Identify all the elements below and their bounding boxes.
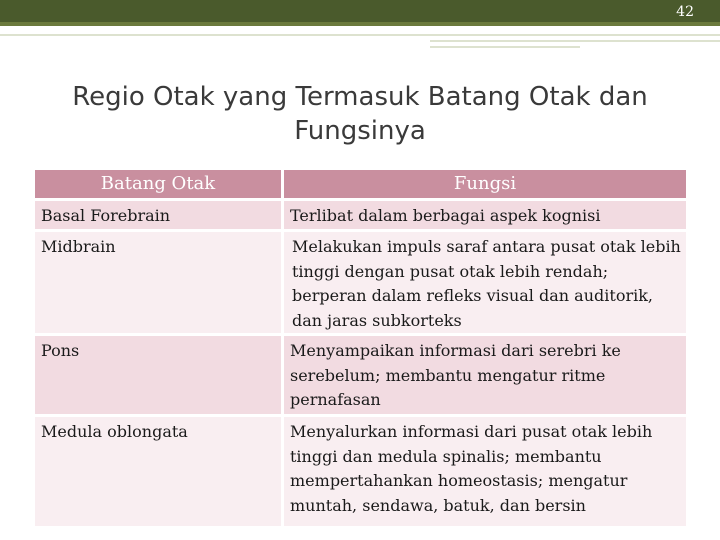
decorative-line <box>430 40 720 42</box>
table-cell-region: Medula oblongata <box>35 417 281 526</box>
header-batang-otak: Batang Otak <box>35 170 281 198</box>
table-cell-function: Terlibat dalam berbagai aspek kognisi <box>284 201 686 229</box>
top-bar-edge <box>0 22 720 26</box>
table-cell-function: Menyalurkan informasi dari pusat otak lebih tinggi dan medula spinalis; membantu mempertahankan homeostasis; mengatur muntah, sendawa, batuk, dan bersin <box>284 417 686 526</box>
decorative-line <box>430 46 580 48</box>
header-fungsi: Fungsi <box>284 170 686 198</box>
table-cell-region: Basal Forebrain <box>35 201 281 229</box>
table-cell-function: Melakukan impuls saraf antara pusat otak lebih tinggi dengan pusat otak lebih rendah; berperan dalam refleks visual dan auditorik, dan jaras subkorteks <box>284 232 686 333</box>
slide-number: 42 <box>676 4 694 20</box>
decorative-line <box>0 34 720 36</box>
slide-title: Regio Otak yang Termasuk Batang Otak dan Fungsinya <box>72 82 648 146</box>
table-cell-region: Midbrain <box>35 232 281 333</box>
table-cell-function: Menyampaikan informasi dari serebri ke serebelum; membantu mengatur ritme pernafasan <box>284 336 686 414</box>
table-cell-region: Pons <box>35 336 281 414</box>
